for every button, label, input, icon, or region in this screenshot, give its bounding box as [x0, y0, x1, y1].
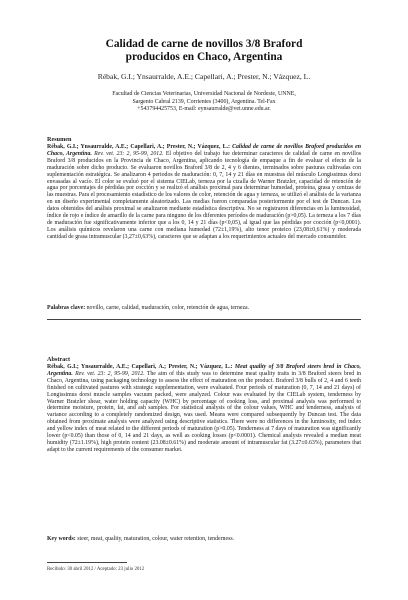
- affiliation-line-1: Facultad de Ciencias Veterinarias, Universidad Nacional de Nordeste, UNNE,: [112, 91, 296, 97]
- resumen-body: El objetivo del trabajo fue determinar caracteres de calidad de carne en novillos Braford 3/8 producidos en la Provincia de Chaco, Argentina, aplicando tecnología de empaque a fin de evaluar el efecto de la maduración sobre dicho producto. Se evaluaron novillos Braford 3/8 de 2, 4 y 6 dientes, terminados sobre pasturas cultivadas con suplementación estratégica. Se analizaron 4 periodos de maduración: 0, 7, 14 y 21 días en muestras del músculo Longissimus dorsi envasadas al vacío. El color se evaluó por el sistema CIELab, terneza por la cizalla de Warner Bratzler, capacidad de retención de agua por porcentajes de pérdidas por cocción y se realizó el análisis proximal para determinar humedad, proteína, grasa y cenizas de las muestras. Para el procesamiento estadístico de los valores de color, retención de agua y terneza, se utilizó el análisis de la varianza en un diseño experimental completamente aleatorizado. Las medias fueron comparadas posteriormente por el test de Duncan. Los datos obtenidos del análisis proximal se analizaron mediante estadística descriptiva. No se registraron diferencias en la luminosidad, índice de rojo e índice de amarillo de la carne para ninguno de los diferentes períodos de maduración (p>0,05). La terneza a los 7 días de maduración fue significativamente inferior que a los 0, 14 y 21 días (p<0,05), al igual que las pérdidas por cocción (p<0,0001). Los análisis químicos revelaron una carne con mediana humedad (72±1,19%), alto tenor proteico (23,08±0,61%) y moderada cantidad de grasa intramuscular (3,27±0,63%), caracteres que se adaptan a los requerimientos actuales del mercado consumidor.: [47, 150, 362, 240]
- resumen-citation: Rev. vet. 23: 2, 95-99, 2012.: [94, 150, 164, 157]
- abstract-body: The aim of this study was to determine meat quality traits in 3/8 Braford steers bred in Chaco, Argentina, using packaging technology to assess the effect of maturation on the product. Braford 3/8 bulls of 2, 4 and 6 teeth finished on cultivated pastures with strategic supplementation, were evaluated. Four periods of maturation (0, 7, 14 and 21 days) of Longissimus dorsi muscle samples vacuum packed, were analyzed. Colour was evaluated by the CIELab system, tenderness by Warner Bratzler shear, water holding capacity (WHC) by percentage of cooking loss, and proximal analysis was performed to determine moisture, protein, fat, and ash samples. For statistical analysis of the colour values, WHC and tenderness, analysis of variance according to a completely randomized design, was used. Means were compared subsequently by Duncan test. The data obtained from proximate analysis were analyzed using descriptive statistics. There were no differences in the luminosity, red index and yellow index of meat related to the different periods of maturation (p>0.05). Tenderness at 7 days of maturation was significantly lower (p<0.05) than those of 0, 14 and 21 days, as well as cooking losses (p<0.0001). Chemical analysis revealed a median meat humidity (72±1.19%), high protein content (23.08±0.61%) and moderate amount of intramuscular fat (3.27±0.63%), parameters that adapt to the current requirements of the consumer market.: [47, 370, 361, 453]
- key-words-label: Key words:: [47, 536, 76, 542]
- palabras-clave-text: novillo, carne, calidad, maduración, color, retención de agua, terneza.: [86, 305, 250, 311]
- footnote-rule: [47, 562, 127, 563]
- affiliation-line-2: Sargento Cabral 2139, Corrientes (3400), Argentina. Tel-Fax: [132, 98, 276, 105]
- abstract-lead-title: Meat quality of 3/8 Braford steers bred in Chaco, Argentina.: [47, 364, 362, 377]
- resumen-lead-title: Calidad de carne de novillos Braford producidos en Chaco, Argentina.: [47, 144, 362, 157]
- author-list: Rébak, G.I.; Ynsaurralde, A.E.; Capellari, A.; Prester, N.; Vázquez, L.: [97, 72, 311, 81]
- abstract-heading: Abstract: [47, 356, 71, 363]
- affiliation: [64, 91, 344, 114]
- key-words: [47, 536, 361, 543]
- affiliation-line-3: +543794425753, E-mail: eynsaurralde@vet.unne.edu.ar.: [137, 106, 271, 113]
- abstract-lead-authors: Rébak, G.I.; Ynsaurralde, A.E.; Capellari, A.; Prester, N.; Vázquez, L.:: [47, 364, 233, 370]
- title-line-1: Calidad de carne de novillos 3/8 Braford: [105, 38, 303, 50]
- abstract-paragraph: [47, 364, 361, 454]
- title-line-2: producidos en Chaco, Argentina: [125, 51, 283, 64]
- resumen-heading: Resumen: [47, 136, 72, 143]
- palabras-clave-label: Palabras clave:: [47, 305, 86, 311]
- resumen-lead-authors: Rébak, G.I.; Ynsaurralde, A.E.; Capellari, A.; Prester, N.; Vázquez, L.:: [47, 144, 230, 150]
- resumen-paragraph: [47, 144, 361, 241]
- key-words-text: steer, meat, quality, maturation, colour, water retention, tenderness.: [77, 536, 235, 542]
- section-divider: [47, 319, 361, 320]
- paper-title: [40, 38, 368, 65]
- palabras-clave: [47, 305, 361, 312]
- abstract-citation: Rev. vet. 23: 2, 95-99, 2012.: [75, 370, 145, 377]
- received-accepted-dates: Recibido: 30 abril 2012 / Aceptado: 23 julio 2012: [47, 567, 145, 572]
